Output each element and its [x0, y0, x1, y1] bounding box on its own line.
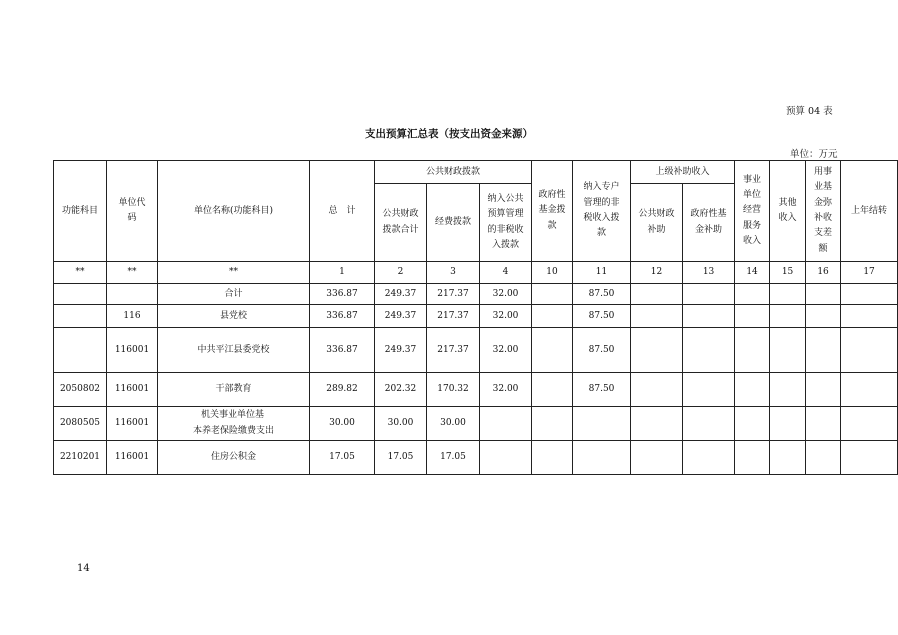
unit-name-cell: 中共平江县委党校 — [158, 328, 310, 373]
func-code-cell: 2210201 — [54, 441, 107, 475]
total-cell: 17.05 — [310, 441, 375, 475]
operating-cell: 217.37 — [427, 328, 480, 373]
empty-cell — [770, 441, 806, 475]
operating-cell: 30.00 — [427, 407, 480, 441]
unit-name-cell: 干部教育 — [158, 373, 310, 407]
index-cell: 12 — [631, 262, 683, 284]
index-cell: 1 — [310, 262, 375, 284]
empty-cell — [735, 328, 770, 373]
table-row — [54, 328, 898, 373]
unit-code-cell: 116001 — [107, 407, 158, 441]
empty-cell — [683, 407, 735, 441]
func-code-cell: 2080505 — [54, 407, 107, 441]
unit-code-cell — [107, 284, 158, 305]
unit-name-cell: 住房公积金 — [158, 441, 310, 475]
func-code-cell — [54, 284, 107, 305]
unit-code-cell: 116001 — [107, 441, 158, 475]
operating-cell: 217.37 — [427, 305, 480, 328]
nontax-cell — [480, 441, 532, 475]
empty-cell — [841, 373, 898, 407]
header-pf-total: 公共财政 拨款合计 — [375, 184, 427, 262]
empty-cell — [770, 305, 806, 328]
header-total: 总 计 — [310, 161, 375, 262]
budget-table — [53, 160, 898, 475]
index-cell: 17 — [841, 262, 898, 284]
empty-cell — [806, 373, 841, 407]
table-row — [54, 407, 898, 441]
header-fund-offset: 用事 业基 金弥 补收 支差 额 — [806, 161, 841, 262]
empty-cell — [631, 328, 683, 373]
gov-fund-cell — [532, 407, 573, 441]
empty-cell — [631, 407, 683, 441]
gov-fund-cell — [532, 284, 573, 305]
index-cell: 2 — [375, 262, 427, 284]
empty-cell — [841, 284, 898, 305]
pf-total-cell: 249.37 — [375, 284, 427, 305]
total-cell: 336.87 — [310, 328, 375, 373]
empty-cell — [806, 305, 841, 328]
empty-cell — [841, 441, 898, 475]
index-row — [54, 262, 898, 284]
empty-cell — [841, 305, 898, 328]
empty-cell — [735, 441, 770, 475]
header-public-finance-group: 公共财政拨款 — [375, 161, 532, 184]
table-row — [54, 373, 898, 407]
header-unit-code: 单位代 码 — [107, 161, 158, 262]
func-code-cell — [54, 305, 107, 328]
unit-name-cell: 机关事业单位基 本养老保险缴费支出 — [158, 407, 310, 441]
pf-total-cell: 249.37 — [375, 305, 427, 328]
gov-fund-cell — [532, 328, 573, 373]
index-cell: ** — [158, 262, 310, 284]
pf-total-cell: 202.32 — [375, 373, 427, 407]
empty-cell — [770, 328, 806, 373]
total-cell: 336.87 — [310, 284, 375, 305]
special-cell: 87.50 — [573, 284, 631, 305]
unit-label: 单位：万元 — [790, 149, 838, 160]
empty-cell — [735, 373, 770, 407]
nontax-cell: 32.00 — [480, 373, 532, 407]
header-superior-group: 上级补助收入 — [631, 161, 735, 184]
header-carryover: 上年结转 — [841, 161, 898, 262]
index-cell: 3 — [427, 262, 480, 284]
unit-code-cell: 116001 — [107, 328, 158, 373]
gov-fund-cell — [532, 373, 573, 407]
empty-cell — [770, 284, 806, 305]
header-superior-gov: 政府性基 金补助 — [683, 184, 735, 262]
page-number: 14 — [77, 563, 90, 574]
special-cell: 87.50 — [573, 373, 631, 407]
index-cell: ** — [107, 262, 158, 284]
empty-cell — [631, 373, 683, 407]
special-cell — [573, 407, 631, 441]
total-cell: 30.00 — [310, 407, 375, 441]
table-row-total — [54, 284, 898, 305]
index-cell: 15 — [770, 262, 806, 284]
pf-total-cell: 249.37 — [375, 328, 427, 373]
empty-cell — [683, 441, 735, 475]
index-cell: 4 — [480, 262, 532, 284]
operating-cell: 217.37 — [427, 284, 480, 305]
table-code-label: 预算 04 表 — [786, 106, 833, 117]
header-other-income: 其他 收入 — [770, 161, 806, 262]
empty-cell — [841, 407, 898, 441]
header-business-income: 事业 单位 经营 服务 收入 — [735, 161, 770, 262]
empty-cell — [683, 373, 735, 407]
special-cell — [573, 441, 631, 475]
special-cell: 87.50 — [573, 328, 631, 373]
empty-cell — [806, 441, 841, 475]
empty-cell — [806, 284, 841, 305]
table-row — [54, 305, 898, 328]
index-cell: 16 — [806, 262, 841, 284]
total-cell: 289.82 — [310, 373, 375, 407]
empty-cell — [735, 407, 770, 441]
index-cell: 14 — [735, 262, 770, 284]
nontax-cell: 32.00 — [480, 328, 532, 373]
empty-cell — [683, 305, 735, 328]
index-cell: 10 — [532, 262, 573, 284]
unit-code-cell: 116001 — [107, 373, 158, 407]
gov-fund-cell — [532, 305, 573, 328]
unit-name-cell: 合计 — [158, 284, 310, 305]
index-cell: 13 — [683, 262, 735, 284]
nontax-cell: 32.00 — [480, 284, 532, 305]
empty-cell — [841, 328, 898, 373]
header-row-1 — [54, 161, 898, 184]
pf-total-cell: 17.05 — [375, 441, 427, 475]
empty-cell — [770, 373, 806, 407]
empty-cell — [631, 305, 683, 328]
special-cell: 87.50 — [573, 305, 631, 328]
func-code-cell — [54, 328, 107, 373]
operating-cell: 17.05 — [427, 441, 480, 475]
nontax-cell: 32.00 — [480, 305, 532, 328]
empty-cell — [770, 407, 806, 441]
empty-cell — [735, 305, 770, 328]
header-func-subject: 功能科目 — [54, 161, 107, 262]
empty-cell — [806, 328, 841, 373]
header-unit-name: 单位名称(功能科目) — [158, 161, 310, 262]
index-cell: 11 — [573, 262, 631, 284]
empty-cell — [631, 284, 683, 305]
nontax-cell — [480, 407, 532, 441]
empty-cell — [735, 284, 770, 305]
gov-fund-cell — [532, 441, 573, 475]
operating-cell: 170.32 — [427, 373, 480, 407]
func-code-cell: 2050802 — [54, 373, 107, 407]
index-cell: ** — [54, 262, 107, 284]
unit-name-cell: 县党校 — [158, 305, 310, 328]
header-nontax: 纳入公共 预算管理 的非税收 入拨款 — [480, 184, 532, 262]
empty-cell — [683, 284, 735, 305]
header-gov-fund: 政府性 基金拨 款 — [532, 161, 573, 262]
header-operating-funds: 经费拨款 — [427, 184, 480, 262]
empty-cell — [683, 328, 735, 373]
empty-cell — [806, 407, 841, 441]
page-title: 支出预算汇总表（按支出资金来源） — [365, 128, 533, 140]
unit-code-cell: 116 — [107, 305, 158, 328]
table-row — [54, 441, 898, 475]
pf-total-cell: 30.00 — [375, 407, 427, 441]
header-superior-pf: 公共财政 补助 — [631, 184, 683, 262]
empty-cell — [631, 441, 683, 475]
header-special-account: 纳入专户 管理的非 税收入拨 款 — [573, 161, 631, 262]
total-cell: 336.87 — [310, 305, 375, 328]
